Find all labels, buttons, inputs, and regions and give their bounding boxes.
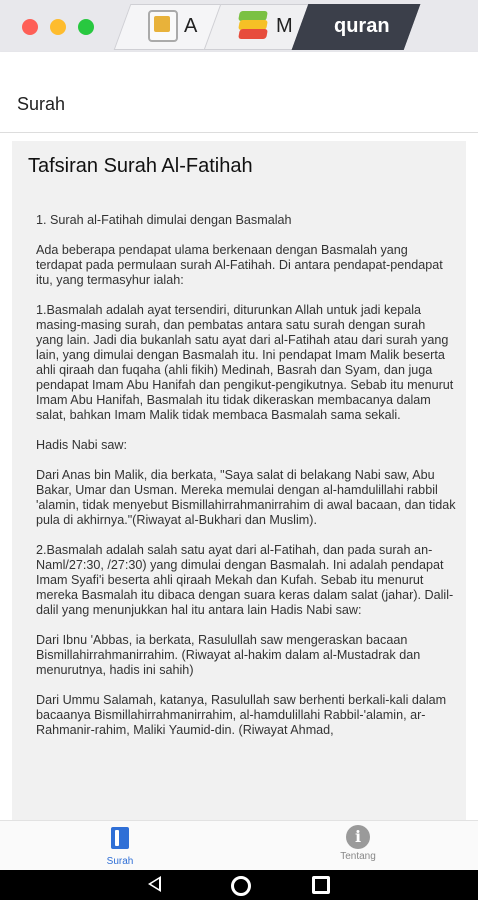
book-icon: [111, 827, 129, 849]
minimize-window-button[interactable]: [50, 19, 66, 35]
article-card: [12, 141, 466, 820]
bottom-navigation: [0, 820, 478, 871]
tab-1-label: A: [184, 14, 198, 37]
article-title: Tafsiran Surah Al-Fatihah: [28, 155, 253, 177]
tab-2-content: [236, 10, 293, 42]
nav-label-tentang: Tentang: [340, 851, 376, 862]
nav-label-surah: Surah: [106, 856, 134, 867]
home-icon[interactable]: [231, 876, 251, 896]
tab-2-label: M: [276, 14, 293, 37]
system-navigation-bar: [0, 870, 478, 900]
app-bar: [0, 52, 478, 133]
nav-item-tentang[interactable]: [318, 825, 398, 871]
nav-item-surah[interactable]: [80, 825, 160, 871]
info-icon: i: [346, 825, 370, 849]
close-window-button[interactable]: [22, 19, 38, 35]
tab-3-content: [328, 10, 390, 42]
bluestacks-icon: [236, 11, 270, 41]
tab-1-content: [148, 10, 197, 42]
back-icon[interactable]: [148, 876, 161, 892]
content-scroll-area[interactable]: [0, 133, 478, 820]
recent-apps-icon[interactable]: [312, 876, 330, 894]
maximize-window-button[interactable]: [78, 19, 94, 35]
app-icon: [148, 10, 178, 42]
window-title-bar: [0, 0, 478, 52]
article-body: 1. Surah al-Fatihah dimulai dengan Basmalah Ada beberapa pendapat ulama berkenaan dengan Basmalah yang terdapat pada permulaan surah Al-Fatihah. Di antara pendapat-pendapat itu, yang termasyhur ialah: 1.Basmalah adalah ayat tersendiri, diturunkan Allah untuk jadi kepala masing-masing surah, dan pembatas antara satu surah dengan surah yang lain. Jadi dia bukanlah satu ayat dari al-Fatihah atau dari surah yang lain, yang dimulai dengan Basmalah itu. Ini pendapat Imam Malik beserta ahli qiraah dan fuqaha (ahli fikih) Medinah, Basrah dan Syam, dan juga pendapat Imam Abu Hanifah dan pengikut-pengikutnya. Sebab itu menurut Imam Abu Hanifah, Basmalah itu tidak dikeraskan membacanya dalam salat, bahkan Imam Malik tidak membaca Basmalah sama sekali. Hadis Nabi saw: Dari Anas bin Malik, dia berkata, "Saya salat di belakang Nabi saw, Abu Bakar, Umar dan Usman. Mereka memulai dengan al-hamdulillahi rabbil 'alamin, tidak menyebut Bismillahirrahmanirrahim di awal bacaan, dan tidak pula di akhirnya."(Riwayat al-Bukhari dan Muslim). 2.Basmalah adalah salah satu ayat dari al-Fatihah, dan pada surah an-Naml/27:30, /27:30) yang dimulai dengan Basmalah. Ini adalah pendapat Imam Syafi'i beserta ahli qiraah Mekah dan Kufah. Sebab itu menurut mereka Basmalah itu dibaca dengan suara keras dalam salat (jahar). Dalil-dalil yang menunjukkan hal itu antara lain Hadis Nabi saw: Dari Ibnu 'Abbas, ia berkata, Rasulullah saw mengeraskan bacaan Bismillahirrahmanirrahim. (Riwayat al-hakim dalam al-Mustadrak dan menurutnya, hadis ini sahih) Dari Ummu Salamah, katanya, Rasulullah saw berhenti berkali-kali dalam bacaanya Bismillahirrahmanirrahim, al-hamdulillahi Rabbil-'alamin, ar-Rahmanir-rahim, Maliki Yaumid-din. (Riwayat Ahmad,: [36, 213, 456, 737]
page-title: Surah: [17, 94, 66, 114]
tab-3-label: quran: [334, 14, 390, 37]
